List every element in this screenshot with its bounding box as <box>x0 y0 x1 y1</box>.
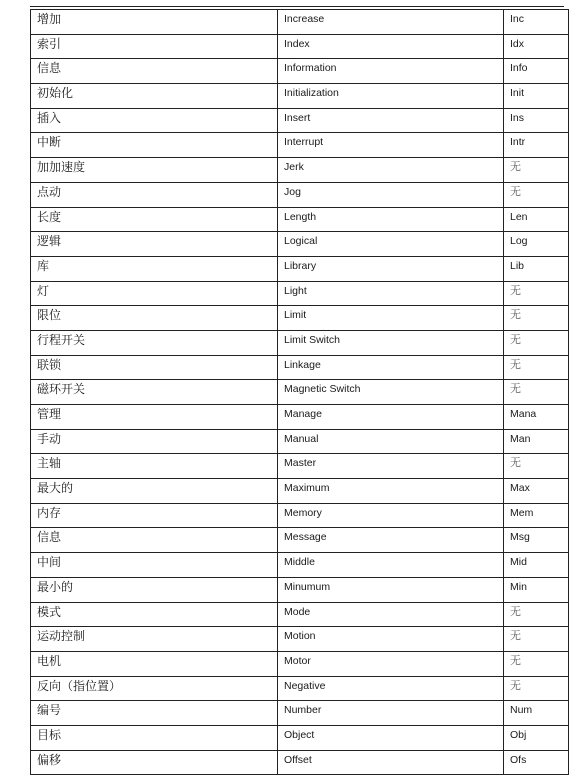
abbreviation-cell: Info <box>504 59 569 84</box>
english-term-cell: Mode <box>278 602 504 627</box>
chinese-term-cell: 索引 <box>31 34 278 59</box>
english-term-cell: Manage <box>278 405 504 430</box>
english-term-cell: Increase <box>278 10 504 35</box>
abbreviation-cell: Num <box>504 701 569 726</box>
table-row <box>31 553 569 578</box>
chinese-term-cell: 初始化 <box>31 84 278 109</box>
table-row <box>31 676 569 701</box>
chinese-term-cell: 加加速度 <box>31 158 278 183</box>
chinese-term-cell: 电机 <box>31 651 278 676</box>
abbreviation-cell: Intr <box>504 133 569 158</box>
chinese-term-cell: 手动 <box>31 429 278 454</box>
chinese-term-cell: 点动 <box>31 182 278 207</box>
table-row <box>31 330 569 355</box>
chinese-term-cell: 最小的 <box>31 577 278 602</box>
table-row <box>31 59 569 84</box>
chinese-term-cell: 中间 <box>31 553 278 578</box>
table-row <box>31 158 569 183</box>
table-body <box>31 10 569 775</box>
english-term-cell: Manual <box>278 429 504 454</box>
english-term-cell: Jog <box>278 182 504 207</box>
english-term-cell: Motor <box>278 651 504 676</box>
english-term-cell: Message <box>278 528 504 553</box>
chinese-term-cell: 联锁 <box>31 355 278 380</box>
abbreviation-cell: 无 <box>504 380 569 405</box>
abbreviation-cell: 无 <box>504 676 569 701</box>
english-term-cell: Information <box>278 59 504 84</box>
english-term-cell: Insert <box>278 108 504 133</box>
english-term-cell: Index <box>278 34 504 59</box>
chinese-term-cell: 增加 <box>31 10 278 35</box>
table-row <box>31 405 569 430</box>
table-row <box>31 725 569 750</box>
chinese-term-cell: 编号 <box>31 701 278 726</box>
table-row <box>31 503 569 528</box>
english-term-cell: Motion <box>278 627 504 652</box>
abbreviation-cell: 无 <box>504 306 569 331</box>
chinese-term-cell: 中断 <box>31 133 278 158</box>
table-row <box>31 651 569 676</box>
english-term-cell: Object <box>278 725 504 750</box>
abbreviation-cell: Log <box>504 232 569 257</box>
abbreviation-cell: Ins <box>504 108 569 133</box>
table-row <box>31 479 569 504</box>
table-row <box>31 34 569 59</box>
abbreviation-cell: Max <box>504 479 569 504</box>
top-rule <box>30 6 564 7</box>
abbreviation-cell: Obj <box>504 725 569 750</box>
chinese-term-cell: 磁环开关 <box>31 380 278 405</box>
table-row <box>31 256 569 281</box>
chinese-term-cell: 插入 <box>31 108 278 133</box>
abbreviation-cell: Init <box>504 84 569 109</box>
abbreviation-cell: Lib <box>504 256 569 281</box>
chinese-term-cell: 目标 <box>31 725 278 750</box>
chinese-term-cell: 行程开关 <box>31 330 278 355</box>
abbreviation-cell: 无 <box>504 355 569 380</box>
english-term-cell: Logical <box>278 232 504 257</box>
abbreviation-cell: Idx <box>504 34 569 59</box>
english-term-cell: Offset <box>278 750 504 775</box>
table-row <box>31 355 569 380</box>
table-row <box>31 232 569 257</box>
abbreviation-cell: Mid <box>504 553 569 578</box>
table-row <box>31 182 569 207</box>
table-row <box>31 133 569 158</box>
english-term-cell: Light <box>278 281 504 306</box>
table-row <box>31 10 569 35</box>
english-term-cell: Maximum <box>278 479 504 504</box>
abbreviation-cell: Msg <box>504 528 569 553</box>
chinese-term-cell: 运动控制 <box>31 627 278 652</box>
abbreviation-cell: 无 <box>504 454 569 479</box>
abbreviation-cell: 无 <box>504 182 569 207</box>
chinese-term-cell: 最大的 <box>31 479 278 504</box>
chinese-term-cell: 信息 <box>31 59 278 84</box>
chinese-term-cell: 限位 <box>31 306 278 331</box>
table-row <box>31 750 569 775</box>
english-term-cell: Middle <box>278 553 504 578</box>
table-row <box>31 306 569 331</box>
table-row <box>31 627 569 652</box>
abbreviation-cell: 无 <box>504 158 569 183</box>
table-row <box>31 207 569 232</box>
abbreviation-cell: Mem <box>504 503 569 528</box>
abbreviation-cell: 无 <box>504 627 569 652</box>
english-term-cell: Number <box>278 701 504 726</box>
table-row <box>31 701 569 726</box>
chinese-term-cell: 模式 <box>31 602 278 627</box>
table-row <box>31 454 569 479</box>
english-term-cell: Minumum <box>278 577 504 602</box>
english-term-cell: Initialization <box>278 84 504 109</box>
abbreviation-cell: 无 <box>504 330 569 355</box>
table-row <box>31 108 569 133</box>
table-row <box>31 528 569 553</box>
english-term-cell: Interrupt <box>278 133 504 158</box>
abbreviation-cell: Min <box>504 577 569 602</box>
chinese-term-cell: 库 <box>31 256 278 281</box>
chinese-term-cell: 灯 <box>31 281 278 306</box>
abbreviation-cell: 无 <box>504 281 569 306</box>
table-row <box>31 380 569 405</box>
english-term-cell: Limit <box>278 306 504 331</box>
english-term-cell: Jerk <box>278 158 504 183</box>
chinese-term-cell: 长度 <box>31 207 278 232</box>
english-term-cell: Magnetic Switch <box>278 380 504 405</box>
chinese-term-cell: 偏移 <box>31 750 278 775</box>
table-row <box>31 429 569 454</box>
table-row <box>31 577 569 602</box>
abbreviation-cell: Ofs <box>504 750 569 775</box>
chinese-term-cell: 信息 <box>31 528 278 553</box>
abbreviation-cell: Len <box>504 207 569 232</box>
chinese-term-cell: 主轴 <box>31 454 278 479</box>
abbreviation-cell: 无 <box>504 602 569 627</box>
abbreviation-cell: Inc <box>504 10 569 35</box>
abbreviation-cell: Man <box>504 429 569 454</box>
english-term-cell: Master <box>278 454 504 479</box>
abbreviation-cell: Mana <box>504 405 569 430</box>
chinese-term-cell: 管理 <box>31 405 278 430</box>
english-term-cell: Linkage <box>278 355 504 380</box>
table-row <box>31 281 569 306</box>
table-row <box>31 84 569 109</box>
english-term-cell: Negative <box>278 676 504 701</box>
abbreviation-cell: 无 <box>504 651 569 676</box>
english-term-cell: Library <box>278 256 504 281</box>
chinese-term-cell: 逻辑 <box>31 232 278 257</box>
english-term-cell: Limit Switch <box>278 330 504 355</box>
english-term-cell: Memory <box>278 503 504 528</box>
table-row <box>31 602 569 627</box>
chinese-term-cell: 反向（指位置） <box>31 676 278 701</box>
english-term-cell: Length <box>278 207 504 232</box>
chinese-term-cell: 内存 <box>31 503 278 528</box>
abbreviation-table <box>30 9 569 775</box>
